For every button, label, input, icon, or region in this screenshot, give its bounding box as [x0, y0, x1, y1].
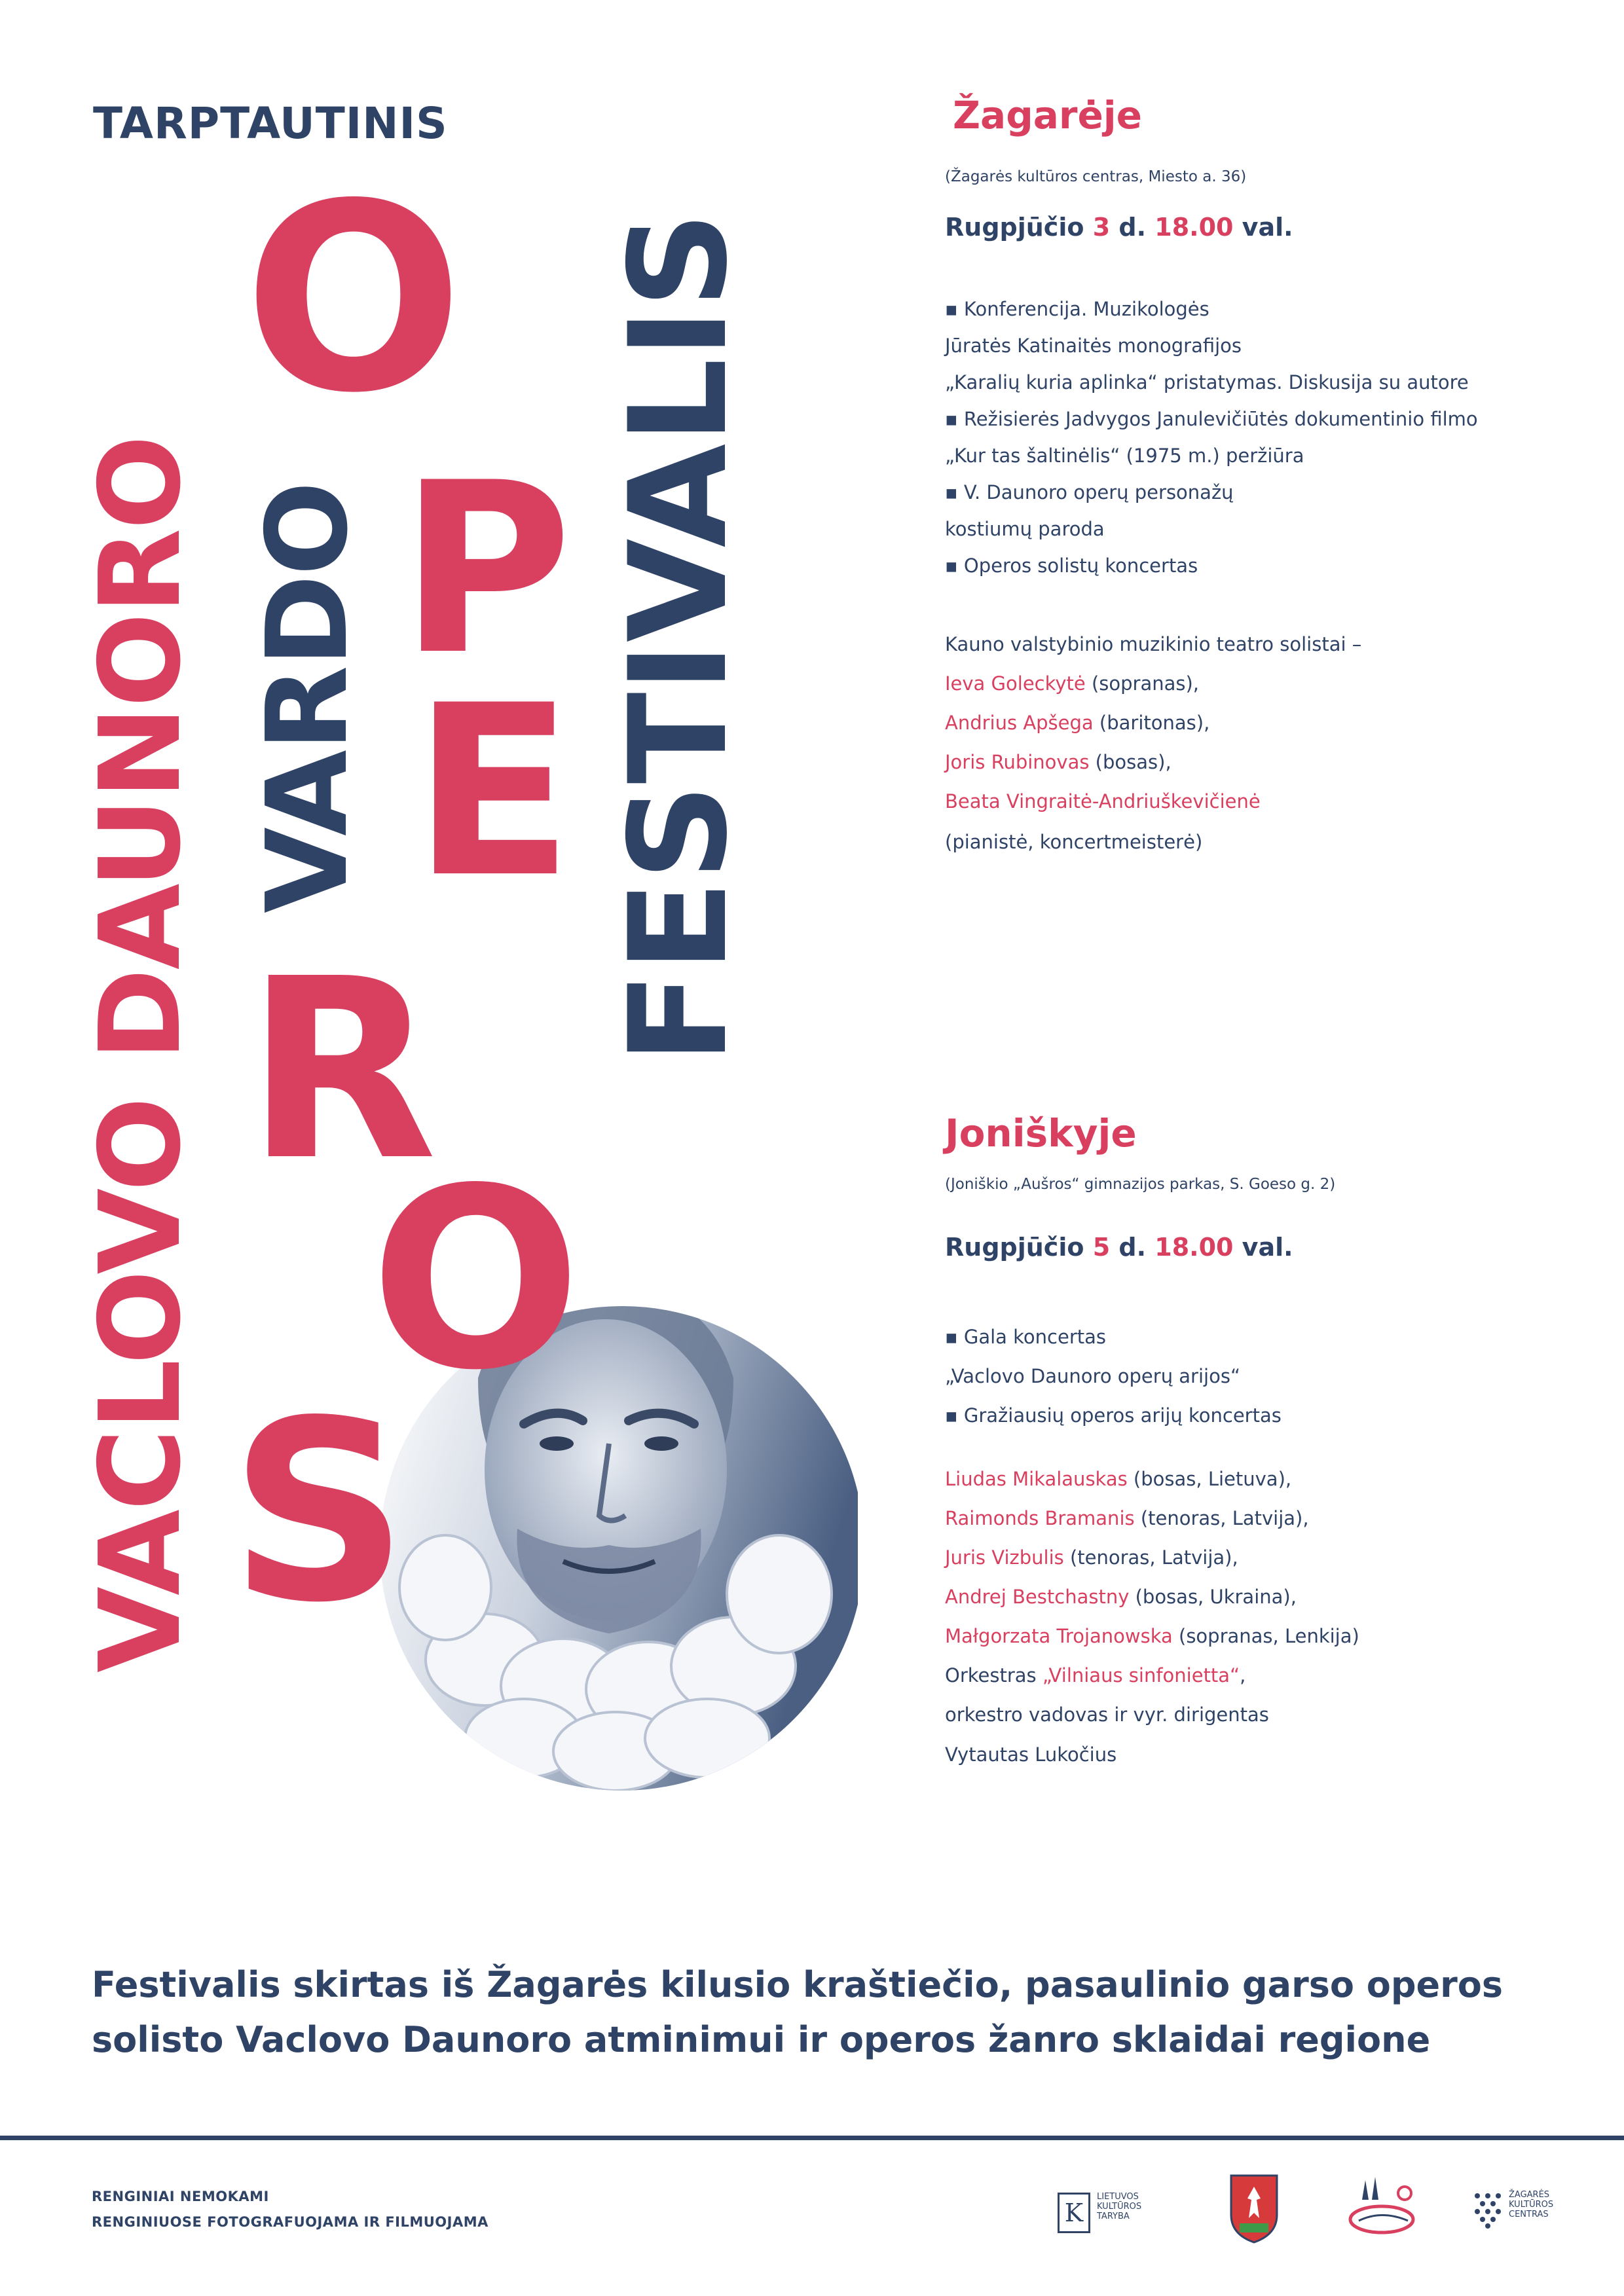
performer-role: (tenoras, Latvija),	[1063, 1546, 1238, 1569]
zagare-venue-title: Žagarėje	[953, 93, 1143, 137]
zagare-program-item: „Karalių kuria aplinka“ pristatymas. Diskusija su autore	[945, 371, 1469, 393]
zagare-pianist-note: (pianistė, koncertmeisterė)	[945, 831, 1203, 853]
operos-letter-e: E	[413, 655, 574, 929]
lkt-logo	[1058, 2190, 1189, 2237]
performer-name: Joris Rubinovas	[945, 751, 1090, 773]
zagare-program-item: „Kur tas šaltinėlis“ (1975 m.) peržiūra	[945, 445, 1304, 467]
zagare-performer	[945, 714, 1209, 733]
performer-role: (tenoras, Latvija),	[1134, 1507, 1309, 1529]
performer-role: (bosas, Ukraina),	[1129, 1586, 1297, 1608]
joniskis-performer	[945, 1627, 1359, 1646]
joniskis-performer	[945, 1509, 1309, 1528]
performer-name: Raimonds Bramanis	[945, 1507, 1135, 1529]
joniskis-program-item: ▪ Gražiausių operos arijų koncertas	[945, 1404, 1282, 1427]
date-suffix: val.	[1233, 213, 1293, 242]
performer-name: Andrius Apšega	[945, 712, 1094, 734]
joniskis-performer	[945, 1548, 1238, 1567]
lkt-logo-line: KULTŪROS	[1097, 2201, 1142, 2212]
performer-name: Ieva Goleckytė	[945, 672, 1086, 695]
zagare-program-item: ▪ V. Daunoro operų personažų	[945, 481, 1234, 503]
zagare-soloists-intro: Kauno valstybinio muzikinio teatro solistai –	[945, 633, 1362, 655]
performer-role: (sopranas),	[1085, 672, 1200, 695]
date-prefix: Rugpjūčio	[945, 1233, 1093, 1262]
lkt-logo-text	[1097, 2193, 1141, 2222]
footer-divider	[0, 2136, 1624, 2140]
lkt-logo-line: TARYBA	[1097, 2211, 1130, 2221]
zagare-program-item: ▪ Konferencija. Muzikologės	[945, 298, 1209, 320]
zagare-logo-text	[1509, 2191, 1553, 2220]
joniskis-culture-logo	[1346, 2174, 1418, 2239]
zagare-performer	[945, 674, 1199, 693]
dedication-line: Festivalis skirtas iš Žagarės kilusio kraštiečio, pasaulinio garso operos	[92, 1964, 1504, 2005]
date-mid: d.	[1110, 1233, 1155, 1262]
date-prefix: Rugpjūčio	[945, 213, 1093, 242]
title-name-vertical: VACLOVO DAUNORO	[76, 436, 206, 1673]
date-suffix: val.	[1233, 1233, 1293, 1262]
header-label: TARPTAUTINIS	[93, 98, 448, 149]
footer-photo-notice: RENGINIUOSE FOTOGRAFUOJAMA IR FILMUOJAMA	[92, 2214, 489, 2230]
orchestra-prefix: Orkestras	[945, 1664, 1043, 1686]
joniskis-orchestra	[945, 1666, 1246, 1685]
operos-letter-o: O	[244, 149, 464, 450]
joniskis-program-item: ▪ Gala koncertas	[945, 1326, 1107, 1348]
zagare-program-item: ▪ Operos solistų koncertas	[945, 555, 1198, 577]
joniskis-date	[945, 1233, 1293, 1262]
zagare-date	[945, 213, 1293, 242]
lkt-letter-icon: K	[1058, 2193, 1090, 2233]
performer-role: (bosas, Lietuva),	[1127, 1468, 1292, 1490]
performer-name: Liudas Mikalauskas	[945, 1468, 1128, 1490]
dedication-text	[92, 1958, 1503, 2067]
date-day: 3	[1092, 213, 1111, 242]
zagare-program-item: ▪ Režisierės Jadvygos Janulevičiūtės dokumentinio filmo	[945, 408, 1478, 430]
zagare-logo-line: KULTŪROS	[1509, 2199, 1554, 2210]
performer-name: Andrej Bestchastny	[945, 1586, 1130, 1608]
performer-name: Beata Vingraitė-Andriuškevičienė	[945, 790, 1261, 812]
zagare-performer	[945, 792, 1261, 811]
performer-name: Małgorzata Trojanowska	[945, 1625, 1173, 1647]
orchestra-name: „Vilniaus sinfonietta“	[1042, 1664, 1240, 1686]
operos-letter-s: S	[229, 1367, 409, 1657]
zagare-logo-line: ŽAGARĖS	[1509, 2190, 1550, 2200]
performer-name: Juris Vizbulis	[945, 1546, 1064, 1569]
joniskis-program-item: „Vaclovo Daunoro operų arijos“	[945, 1365, 1240, 1387]
performer-role: (sopranas, Lenkija)	[1172, 1625, 1359, 1647]
operos-letter-r: R	[246, 925, 437, 1215]
zagare-performer	[945, 753, 1172, 772]
zagare-culture-center-logo	[1472, 2187, 1577, 2234]
zagare-logo-line: CENTRAS	[1509, 2209, 1549, 2219]
date-mid: d.	[1110, 213, 1155, 242]
operos-letter-o-2: O	[370, 1135, 582, 1425]
zagare-program-item: Jūratės Katinaitės monografijos	[945, 335, 1242, 357]
footer-free-events: RENGINIAI NEMOKAMI	[92, 2189, 269, 2204]
zagare-dots-icon	[1472, 2192, 1504, 2229]
title-festivalis-vertical: FESTIVALIS	[601, 211, 757, 1064]
date-day: 5	[1092, 1233, 1111, 1262]
joniskis-venue-title: Joniškyje	[945, 1111, 1137, 1156]
zagare-venue-address: (Žagarės kultūros centras, Miesto a. 36)	[945, 168, 1247, 185]
lkt-logo-line: LIETUVOS	[1097, 2192, 1139, 2202]
date-time: 18.00	[1154, 1233, 1234, 1262]
date-time: 18.00	[1154, 213, 1234, 242]
coat-of-arms-icon	[1228, 2172, 1280, 2244]
joniskis-performer	[945, 1588, 1297, 1607]
joniskis-performer	[945, 1470, 1291, 1489]
zagare-program-item: kostiumų paroda	[945, 518, 1105, 540]
dedication-line: solisto Vaclovo Daunoro atminimui ir operos žanro sklaidai regione	[92, 2018, 1431, 2060]
performer-role: (bosas),	[1089, 751, 1172, 773]
joniskis-conductor: Vytautas Lukočius	[945, 1743, 1117, 1766]
orchestra-suffix: ,	[1240, 1664, 1246, 1686]
performer-role: (baritonas),	[1093, 712, 1210, 734]
joniskis-conductor-note: orkestro vadovas ir vyr. dirigentas	[945, 1704, 1269, 1726]
operos-letter-p: P	[399, 432, 572, 706]
title-vardo-vertical: VARDO	[243, 482, 373, 913]
joniskis-venue-address: (Joniškio „Aušros“ gimnazijos parkas, S. Goeso g. 2)	[945, 1176, 1336, 1193]
